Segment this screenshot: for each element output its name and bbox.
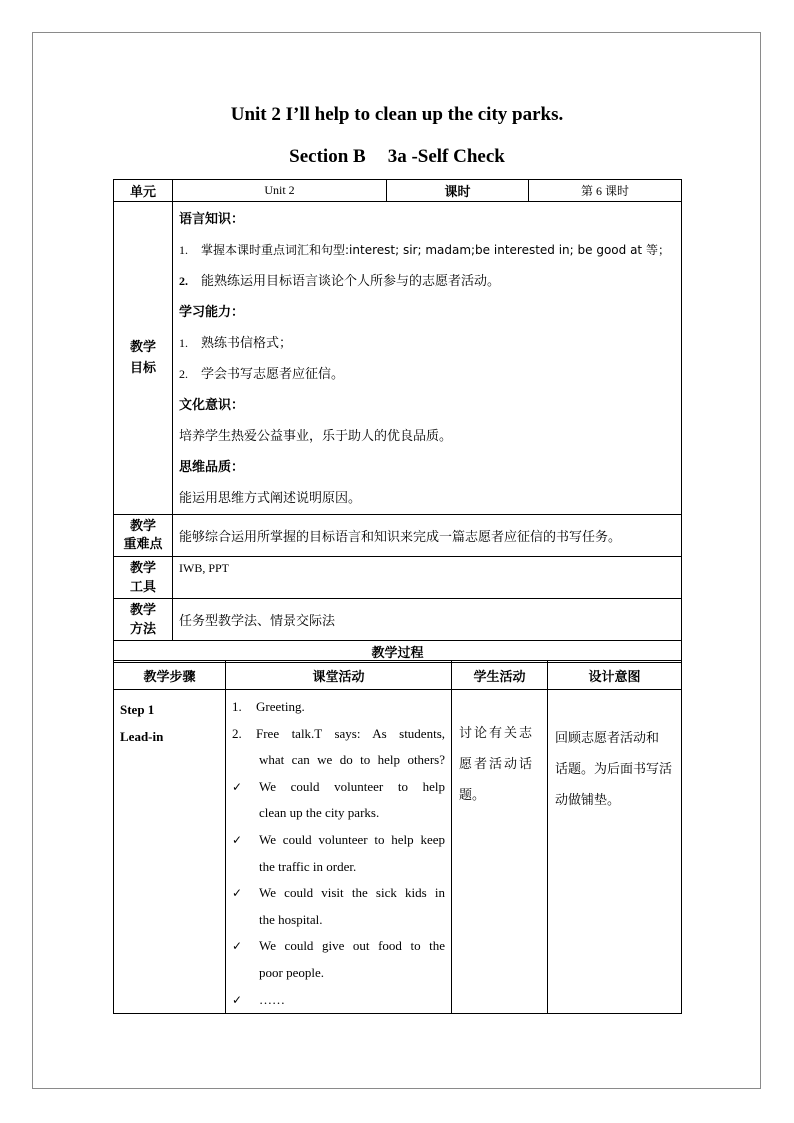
goals-label-text: 教学 目标 (129, 340, 156, 376)
header-row (114, 180, 682, 202)
check-icon: ✓ (232, 832, 243, 847)
period-label: 课时 (387, 180, 529, 202)
student-activity-line: 题。 (459, 788, 486, 803)
activity-item: ✓ We could visit the sick kids in (232, 880, 445, 907)
thinking-text: 能运用思维方式阐述说明原因。 (179, 491, 362, 506)
step1-row (114, 690, 682, 1014)
student-activity-line: 愿者活动话 (459, 757, 535, 772)
key-points-text: 能够综合运用所掌握的目标语言和知识来完成一篇志愿者应征信的书写任务。 (173, 515, 682, 557)
design-intent-cell (548, 690, 682, 1014)
activity-item: 1. Greeting. (232, 699, 305, 714)
activity-item: poor people. (259, 964, 324, 980)
goals-label (114, 202, 173, 515)
activity-item: 2. Free talk.T says: As students, (232, 725, 445, 741)
activity-item: ✓ We could volunteer to help keep (232, 827, 445, 854)
header-class-activity: 课堂活动 (226, 661, 452, 690)
goals-content (173, 202, 682, 515)
header-student-activity: 学生活动 (452, 661, 548, 690)
subtitle-part: 3a -Self Check (387, 146, 505, 167)
methods-label: 教学 方法 (114, 599, 173, 641)
methods-text: 任务型教学法、情景交际法 (173, 599, 682, 641)
student-activity-line: 讨论有关志 (459, 726, 535, 741)
key-points-label: 教学 重难点 (114, 515, 173, 557)
activity-item: clean up the city parks. (259, 805, 380, 821)
activity-item: the traffic in order. (259, 858, 357, 874)
key-points-row (114, 515, 682, 557)
activity-item: ✓ We could give out food to the (232, 933, 445, 960)
language-item-1: 1. 掌握本课时重点词汇和句型:interest; sir; madam;be interested in; be good at 等； (179, 243, 670, 257)
class-activity-cell (226, 690, 452, 1014)
check-icon: ✓ (232, 779, 243, 794)
design-intent-line: 动做铺垫。 (555, 793, 621, 808)
thinking-heading: 思维品质： (179, 460, 245, 475)
ability-heading: 学习能力： (179, 305, 245, 320)
activity-item: what can we do to help others? (259, 752, 445, 768)
lesson-info-table (113, 179, 682, 663)
ability-item-1: 1. 熟练书信格式； (179, 336, 293, 351)
unit-label: 单元 (114, 180, 173, 202)
document-title: Unit 2 I’ll help to clean up the city parks. (230, 104, 564, 125)
design-intent-line: 话题。为后面书写活 (555, 762, 673, 777)
process-table (113, 660, 682, 1014)
unit-value: Unit 2 (173, 180, 387, 202)
activity-item: ✓ …… (232, 987, 445, 1014)
culture-text: 培养学生热爱公益事业，乐于助人的优良品质。 (179, 429, 453, 444)
design-intent-line: 回顾志愿者活动和 (555, 731, 660, 746)
methods-row (114, 599, 682, 641)
check-icon: ✓ (232, 992, 243, 1007)
step1-cell (114, 690, 226, 1014)
check-icon: ✓ (232, 886, 243, 901)
header-steps: 教学步骤 (114, 661, 226, 690)
goals-row (114, 202, 682, 515)
step-name: Lead-in (120, 729, 164, 744)
culture-heading: 文化意识： (179, 398, 245, 413)
student-activity-cell (452, 690, 548, 1014)
tools-row (114, 557, 682, 599)
tools-text: IWB, PPT (173, 557, 682, 599)
document-subtitle (0, 146, 794, 168)
activity-item: the hospital. (259, 911, 323, 927)
process-header-row (114, 661, 682, 690)
period-value: 第 6 课时 (529, 180, 682, 202)
step-number: Step 1 (120, 702, 155, 717)
check-icon: ✓ (232, 939, 243, 954)
ability-item-2: 2. 学会书写志愿者应征信。 (179, 367, 345, 382)
subtitle-section: Section B (289, 146, 366, 167)
language-heading: 语言知识： (179, 212, 245, 227)
header-design-intent: 设计意图 (548, 661, 682, 690)
language-item-2: 2. 能熟练运用目标语言谈论个人所参与的志愿者活动。 (179, 274, 501, 289)
tools-label: 教学 工具 (114, 557, 173, 599)
process-title: 教学过程 (114, 641, 682, 663)
activity-item: ✓ We could volunteer to help (232, 774, 445, 801)
